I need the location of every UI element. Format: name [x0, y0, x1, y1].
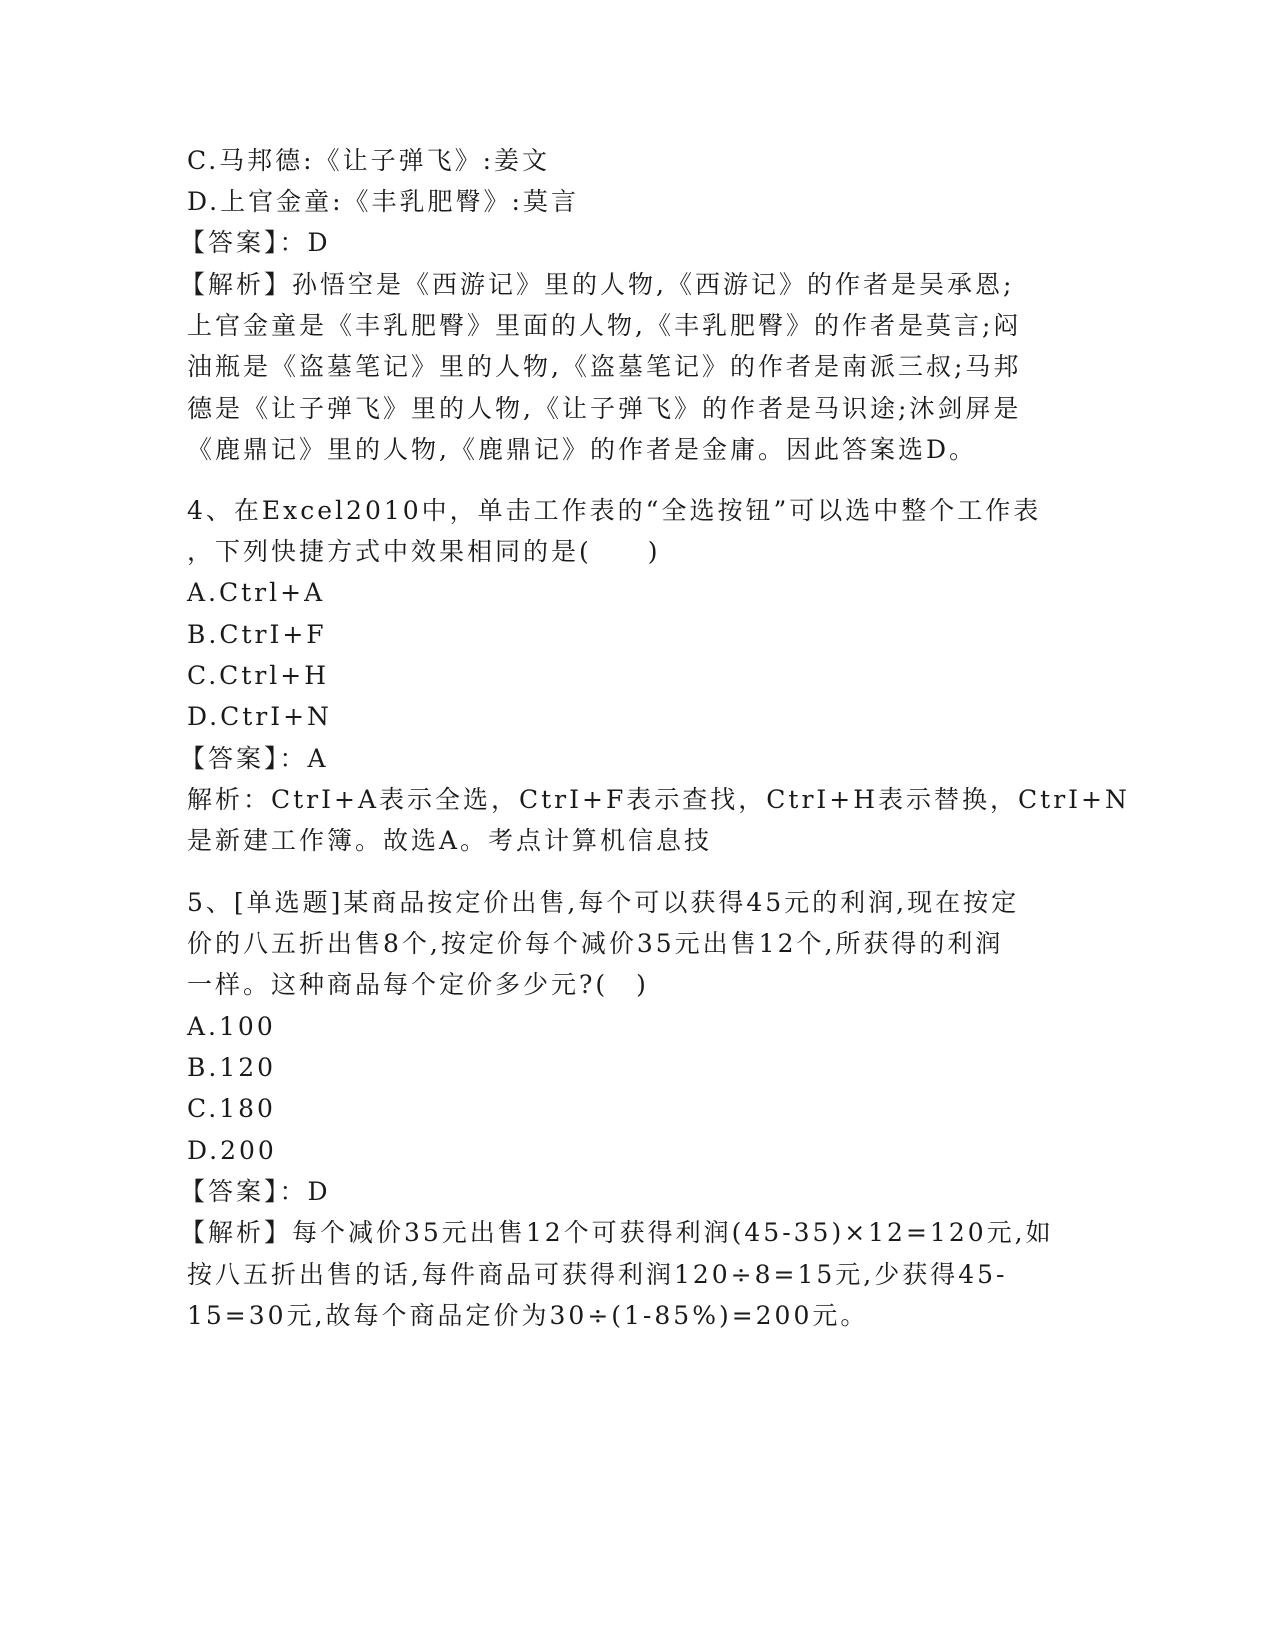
q5-option-c: C.180	[187, 1094, 276, 1123]
q5-question-line: 价的八五折出售8个,按定价每个减价35元出售12个,所获得的利润	[187, 929, 1004, 958]
q4-option-d: D.CtrI+N	[187, 702, 332, 731]
q3-analysis-line: 【解析】孙悟空是《西游记》里的人物,《西游记》的作者是吴承恩;	[180, 270, 1015, 299]
q4-answer: 【答案】：A	[180, 744, 329, 773]
q3-answer: 【答案】：D	[180, 228, 331, 257]
q5-option-b: B.120	[187, 1053, 277, 1082]
q4-analysis-line: 解析：CtrI+A表示全选，CtrI+F表示查找，CtrI+H表示替换，CtrI+N	[187, 785, 1130, 814]
q3-option-c: C.马邦德:《让子弹飞》:姜文	[187, 146, 551, 175]
q3-analysis-line: 德是《让子弹飞》里的人物,《让子弹飞》的作者是马识途;沐剑屏是	[187, 394, 1022, 423]
q5-answer: 【答案】：D	[180, 1177, 331, 1206]
q5-option-a: A.100	[187, 1012, 276, 1041]
q3-option-d: D.上官金童:《丰乳肥臀》:莫言	[187, 187, 579, 216]
q3-analysis-line: 油瓶是《盗墓笔记》里的人物,《盗墓笔记》的作者是南派三叔;马邦	[187, 352, 1022, 381]
q3-analysis-line: 《鹿鼎记》里的人物,《鹿鼎记》的作者是金庸。因此答案选D。	[187, 435, 977, 464]
q4-option-a: A.Ctrl+A	[187, 578, 326, 607]
q3-analysis-line: 上官金童是《丰乳肥臀》里面的人物,《丰乳肥臀》的作者是莫言;闷	[187, 311, 1022, 340]
q5-question-line: 一样。这种商品每个定价多少元?( )	[187, 970, 649, 999]
q5-option-d: D.200	[187, 1136, 277, 1165]
q5-analysis-line: 15=30元,故每个商品定价为30÷(1-85%)=200元。	[187, 1301, 869, 1330]
q4-option-b: B.CtrI+F	[187, 620, 327, 649]
q5-question-line: 5、[单选题]某商品按定价出售,每个可以获得45元的利润,现在按定	[187, 888, 1020, 917]
q4-question-line: 4、在Excel2010中，单击工作表的“全选按钮”可以选中整个工作表	[187, 496, 1042, 525]
q4-question-line: ，下列快捷方式中效果相同的是( )	[187, 537, 661, 566]
q4-analysis-line: 是新建工作簿。故选A。考点计算机信息技	[187, 826, 713, 855]
q5-analysis-line: 按八五折出售的话,每件商品可获得利润120÷8=15元,少获得45-	[187, 1260, 1008, 1289]
q5-analysis-line: 【解析】每个减价35元出售12个可获得利润(45-35)×12=120元,如	[180, 1218, 1054, 1247]
q4-option-c: C.Ctrl+H	[187, 661, 330, 690]
